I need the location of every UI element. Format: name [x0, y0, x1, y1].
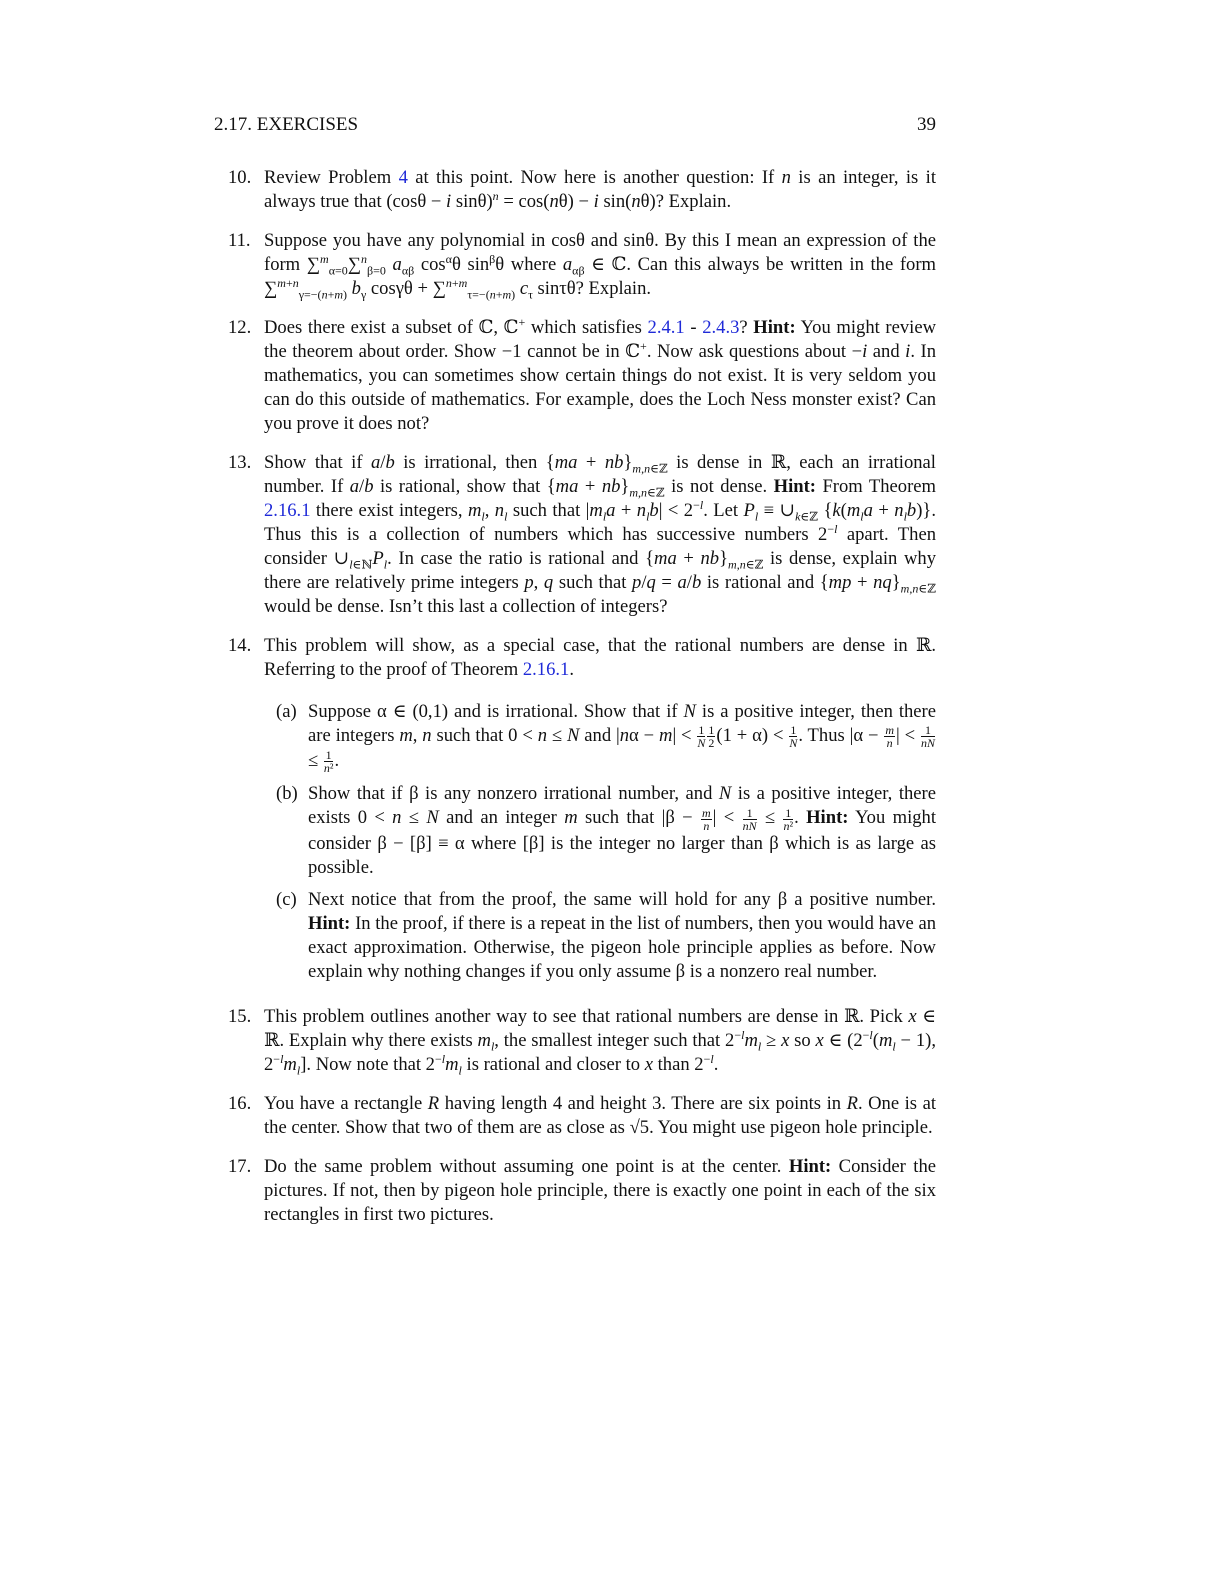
part-b [276, 782, 936, 879]
exercise-text: Do the same problem without assuming one point is at the center. Hint: Consider the pictures. If not, then by pigeon hole principle, there is exactly one point in each of the six rectangles in first two pictures. [264, 1155, 936, 1225]
part-a [276, 700, 936, 774]
exercise-15 [228, 1005, 936, 1077]
exercise-text: Suppose you have any polynomial in cosθ and sinθ. By this I mean an expression of the form ∑$^m_{\alpha=0}$∑$^n_{\beta=0}$ $a_{\alpha\beta}$ $\cos^\alpha\theta$ $\sin^\beta\theta$ where $a_{\alpha\beta}$ ∈ ℂ. Can this always be written in the form ∑$^{m+n}_{\gamma=-(n+m)}$ $b_\gamma$ cosγθ + ∑$^{n+m}_{\tau=-(n+m)}$ $c_\tau$ sinτθ? Explain. [264, 230, 936, 302]
exercise-16 [228, 1092, 936, 1140]
hint-label: Hint: [753, 317, 796, 338]
part-label: (b) [276, 783, 298, 805]
part-text: Show that if β is any nonzero irrational number, and N is a positive integer, there exists 0 < n ≤ N and an integer m such that |β − $\frac{m}{n}$ | < $\frac{1}{nN}$ ≤ $\frac{1}{\text{n²}}$ . Hint: You might consider β − [β] ≡ α where [β] is the integer no larger than β which is as large as possible. [308, 783, 936, 878]
exercise-text: You have a rectangle R having length 4 and height 3. There are six points in R. One is at the center. Show that two of them are as close as √5. You might use pigeon hole principle. [264, 1092, 936, 1138]
part-c [276, 888, 936, 984]
part-label: (c) [276, 888, 297, 910]
part-label: (a) [276, 701, 297, 722]
exercise-text: This problem outlines another way to see that rational numbers are dense in ℝ. Pick x ∈ ℝ. Explain why there exists $m_l$, the smallest integer such that $2^{-l}m_l \ge x$ so x ∈ ($2^{-l}(m_l - 1)$, $2^{-l}m_l$]. Now note that $2^{-l}m_l$ is rational and closer to x than $2^{-l}$. [264, 1005, 936, 1078]
exercise-number: 14. [228, 635, 252, 656]
exercise-number: 10. [228, 167, 252, 188]
part-text: Suppose α ∈ (0,1) and is irrational. Show that if N is a positive integer, then there are integers m, n such that 0 < n ≤ N and |nα − m| < $\frac{1}{N}$ $\frac{1}{2}$ (1 + α) < $\frac{1}{N}$ . Thus |α − $\frac{m}{n}$ | < $\frac{1}{nN}$ ≤ $\frac{1}{\text{n²}}$ . [308, 701, 937, 776]
hint-label: Hint: [788, 1155, 832, 1177]
hint-label: Hint: [806, 807, 849, 829]
problem-link[interactable]: 4 [398, 167, 408, 188]
exercise-number: 15. [228, 1005, 252, 1027]
exercise-text: Review Problem 4 at this point. Now here is another question: If n is an integer, is it always true that (cosθ − i sinθ)$^n$ = cos(nθ) − i sin(nθ)? Explain. [264, 167, 937, 212]
exercise-11 [228, 229, 936, 301]
ref-link[interactable]: 2.4.1 [647, 317, 685, 338]
exercise-number: 11. [228, 230, 251, 251]
exercise-list [228, 166, 936, 1242]
exercise-12 [228, 316, 936, 436]
theorem-link[interactable]: 2.16.1 [522, 659, 570, 680]
page-number: 39 [917, 114, 936, 135]
part-text: Next notice that from the proof, the same will hold for any β a positive number. Hint: In the proof, if there is a repeat in the list of numbers, then you would have an exact approximation. Otherwise, the pigeon hole principle applies as before. Now explain why nothing changes if you only assume β is a nonzero real number. [308, 888, 936, 982]
hint-label: Hint: [308, 912, 351, 934]
exercise-10 [228, 166, 936, 214]
exercise-13 [228, 451, 936, 619]
exercise-14 [228, 634, 936, 990]
exercise-number: 16. [228, 1092, 252, 1114]
exercise-17 [228, 1155, 936, 1227]
section-title: 2.17. EXERCISES [214, 114, 359, 135]
running-header [214, 114, 936, 136]
theorem-link[interactable]: 2.16.1 [264, 500, 311, 521]
hint-label: Hint: [773, 476, 816, 497]
exercise-text: This problem will show, as a special case, that the rational numbers are dense in ℝ. Referring to the proof of Theorem 2.16.1. (a) Suppose α ∈ (0,1) and is irrational. Show that if N is a positive integer, then there are integers m, n such that 0 < n ≤ N and |nα − m| < $\frac{1}{N}$ $\frac{1}{2}$ (1 + α) < $\frac{1}{N}$ . Thus |α − $\frac{m}{n}$ | < $\frac{1}{nN}$ ≤ $\frac{1}{\text{n²}}$ . (b) Show that if β is any nonzero irrational number, and N is a positive integer, there exists 0 < n ≤ N and an integer m such that |β − $\frac{m}{n}$ | < $\frac{1}{nN}$ ≤ $\frac{1}{\text{n²}}$ . Hint: You might consider β − [β] ≡ α where [β] is the integer no larger than β which is as large as possible. (c) Next notice that from the proof, the same will hold for any β a positive number. Hint: In the proof, if there is a repeat in the list of numbers, then you would have an exact approximation. Otherwise, the pigeon hole principle applies as before. Now explain why nothing changes if you only assume β is a nonzero real number. [264, 635, 937, 982]
ref-link[interactable]: 2.4.3 [702, 317, 740, 338]
exercise-text: Show that if a/b is irrational, then $\{ma + nb\}_{m,n\in ℤ}$ is dense in ℝ, each an irrational number. If a/b is rational, show that $\{ma + nb\}_{m,n\in ℤ}$ is not dense. Hint: From Theorem 2.16.1 there exist integers, $m_l$, $n_l$ such that $|m_la + n_lb| < 2^{-l}$. Let $P_l$ ≡ $\cup_{k\in ℤ}$ $\{k(m_la + n_lb)\}$. Thus this is a collection of numbers which has successive numbers $2^{-l}$ apart. Then consider $\cup_{l\in ℕ}P_l$. In case the ratio is rational and $\{ma + nb\}_{m,n\in ℤ}$ is dense, explain why there are relatively prime integers p, q such that p/q = a/b is rational and $\{mp + nq\}_{m,n\in ℤ}$ would be dense. Isn’t this last a collection of integers? [264, 452, 937, 617]
exercise-text: Does there exist a subset of ℂ, ℂ+ which satisfies 2.4.1 - 2.4.3? Hint: You might review the theorem about order. Show −1 cannot be in ℂ+. Now ask questions about −i and i. In mathematics, you can sometimes show certain things do not exist. It is very seldom you can do this outside of mathematics. For example, does the Loch Ness monster exist? Can you prove it does not? [264, 314, 937, 434]
exercise-number: 17. [228, 1155, 252, 1177]
exercise-number: 13. [228, 452, 252, 473]
subparts [264, 700, 936, 984]
exercise-number: 12. [228, 317, 252, 338]
